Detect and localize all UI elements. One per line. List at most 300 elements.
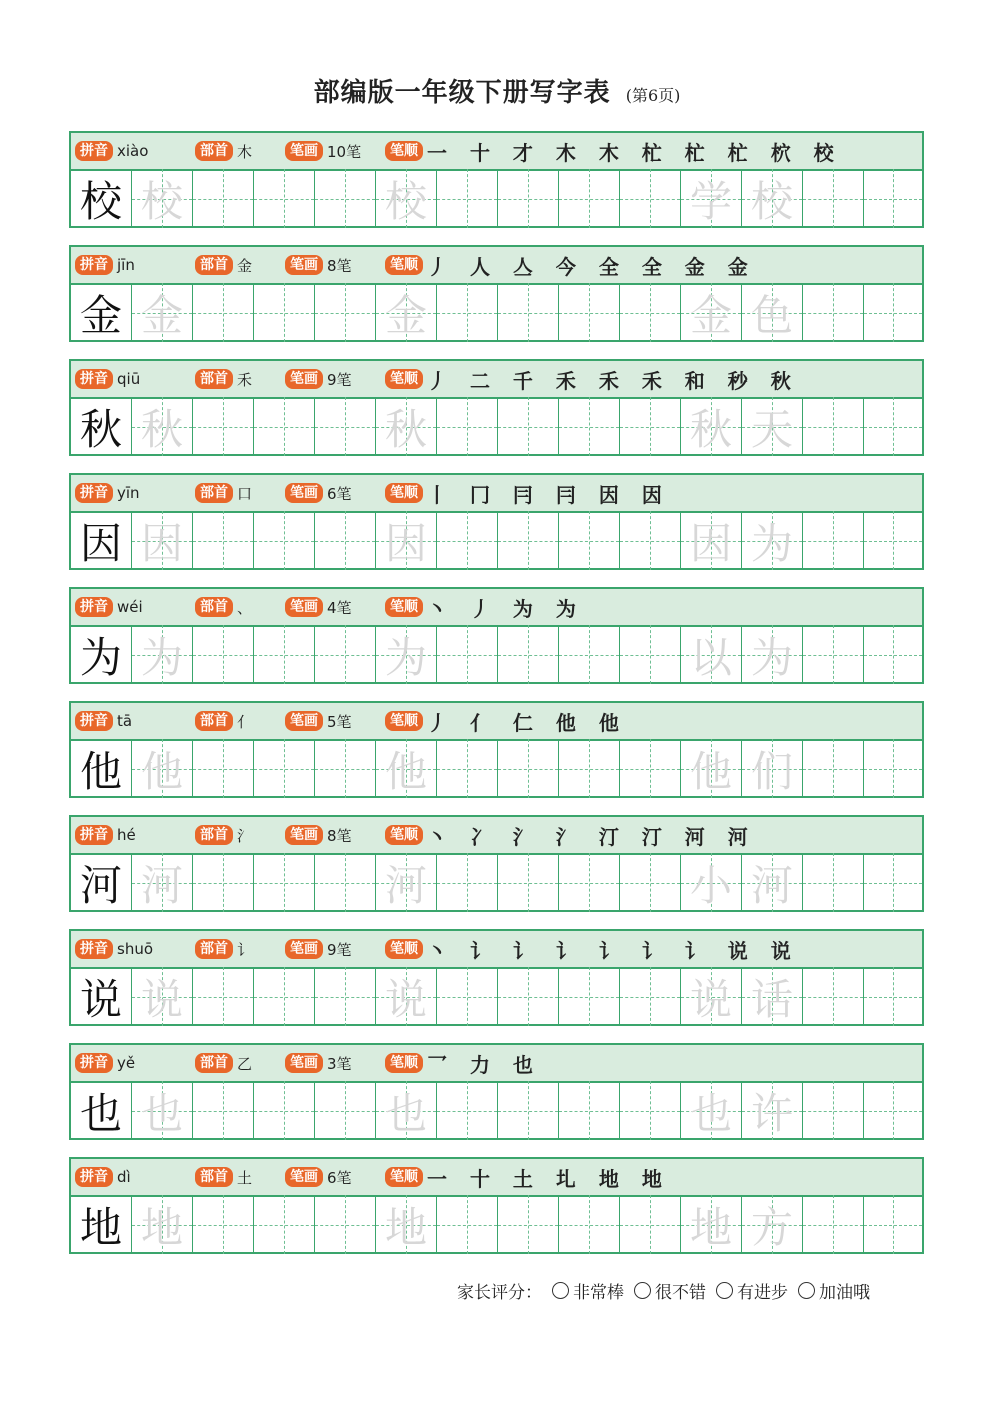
grid-cell[interactable] <box>498 1081 559 1140</box>
grid-cell[interactable] <box>132 169 193 228</box>
pinyin-value: wéi <box>117 598 143 616</box>
stroke-count-value: 6笔 <box>327 1168 352 1187</box>
grid-cell[interactable] <box>254 967 315 1026</box>
trace-character: 秋 <box>384 404 427 454</box>
stroke-order-badge: 笔顺 <box>385 825 423 845</box>
pinyin-field <box>75 482 140 504</box>
grid-cell[interactable] <box>498 853 559 912</box>
grid-cell[interactable] <box>376 1081 437 1140</box>
grid-cell[interactable] <box>559 511 620 570</box>
stroke-order-field <box>385 140 842 165</box>
grid-cell[interactable] <box>498 967 559 1026</box>
grid-cell[interactable] <box>376 967 437 1026</box>
stroke-order-value: 丿 人 亼 今 全 全 金 金 <box>427 254 756 279</box>
grid-cell[interactable] <box>742 1195 803 1254</box>
radical-field <box>195 596 252 618</box>
rating-option-2-label: 有进步 <box>737 1283 788 1303</box>
grid-cell[interactable] <box>681 625 742 684</box>
writing-grid <box>71 853 922 912</box>
grid-cell[interactable] <box>193 853 254 912</box>
trace-character: 方 <box>750 1202 793 1252</box>
trace-character: 他 <box>689 746 732 796</box>
stroke-order-field <box>385 710 627 735</box>
grid-cell[interactable] <box>254 1195 315 1254</box>
stroke-count-value: 5笔 <box>327 712 352 731</box>
grid-cell[interactable] <box>71 1195 132 1254</box>
char-row-header <box>71 133 922 171</box>
radical-value: 金 <box>237 256 253 275</box>
trace-character: 秋 <box>140 404 183 454</box>
char-row-header <box>71 931 922 969</box>
grid-cell[interactable] <box>620 283 681 342</box>
grid-cell[interactable] <box>498 283 559 342</box>
grid-cell[interactable] <box>132 1195 193 1254</box>
char-row <box>69 587 924 684</box>
grid-cell[interactable] <box>620 511 681 570</box>
grid-cell[interactable] <box>498 1195 559 1254</box>
page-title <box>0 72 994 109</box>
stroke-count-badge: 笔画 <box>285 825 323 845</box>
grid-cell[interactable] <box>498 739 559 798</box>
model-character: 也 <box>79 1088 122 1138</box>
trace-character: 他 <box>140 746 183 796</box>
grid-cell[interactable] <box>376 625 437 684</box>
grid-cell[interactable] <box>437 169 498 228</box>
stroke-order-field <box>385 596 584 621</box>
grid-cell[interactable] <box>864 853 922 912</box>
radical-field <box>195 710 252 732</box>
grid-cell[interactable] <box>559 967 620 1026</box>
radical-value: 亻 <box>237 712 253 731</box>
stroke-order-badge: 笔顺 <box>385 255 423 275</box>
grid-cell[interactable] <box>254 397 315 456</box>
stroke-count-value: 8笔 <box>327 826 352 845</box>
stroke-count-field <box>285 938 352 960</box>
grid-cell[interactable] <box>254 625 315 684</box>
radical-badge: 部首 <box>195 711 233 731</box>
grid-cell[interactable] <box>620 625 681 684</box>
stroke-order-field <box>385 368 799 393</box>
grid-cell[interactable] <box>498 511 559 570</box>
grid-cell[interactable] <box>681 283 742 342</box>
trace-character: 话 <box>750 974 793 1024</box>
pinyin-field <box>75 1166 131 1188</box>
stroke-order-value: 一 十 土 圠 地 地 <box>427 1166 670 1191</box>
grid-cell[interactable] <box>437 853 498 912</box>
parent-rating <box>457 1278 870 1303</box>
char-row-header <box>71 1045 922 1083</box>
grid-cell[interactable] <box>498 625 559 684</box>
grid-cell[interactable] <box>620 967 681 1026</box>
grid-cell[interactable] <box>193 625 254 684</box>
grid-cell[interactable] <box>681 511 742 570</box>
grid-cell[interactable] <box>864 625 922 684</box>
grid-cell[interactable] <box>376 169 437 228</box>
char-row-header <box>71 589 922 627</box>
char-row <box>69 815 924 912</box>
writing-grid <box>71 397 922 456</box>
grid-cell[interactable] <box>132 511 193 570</box>
grid-cell[interactable] <box>315 1195 376 1254</box>
radical-value: 禾 <box>237 370 253 389</box>
radical-field <box>195 482 252 504</box>
pinyin-value: shuō <box>117 940 154 958</box>
trace-character: 校 <box>384 176 427 226</box>
stroke-count-value: 4笔 <box>327 598 352 617</box>
pinyin-badge: 拼音 <box>75 1053 113 1073</box>
grid-cell[interactable] <box>559 169 620 228</box>
grid-cell[interactable] <box>742 739 803 798</box>
grid-cell[interactable] <box>71 739 132 798</box>
grid-cell[interactable] <box>376 1195 437 1254</box>
stroke-order-field <box>385 1166 670 1191</box>
grid-cell[interactable] <box>559 739 620 798</box>
grid-cell[interactable] <box>437 625 498 684</box>
trace-character: 因 <box>384 518 427 568</box>
radical-value: 木 <box>237 142 253 161</box>
trace-character: 地 <box>140 1202 183 1252</box>
pinyin-badge: 拼音 <box>75 369 113 389</box>
stroke-count-value: 8笔 <box>327 256 352 275</box>
radical-field <box>195 1052 252 1074</box>
stroke-count-field <box>285 368 352 390</box>
model-character: 为 <box>79 632 122 682</box>
trace-character: 河 <box>384 860 427 910</box>
trace-character: 金 <box>140 290 183 340</box>
stroke-count-field <box>285 596 352 618</box>
pinyin-badge: 拼音 <box>75 141 113 161</box>
grid-cell[interactable] <box>315 283 376 342</box>
pinyin-badge: 拼音 <box>75 711 113 731</box>
stroke-order-value: 丶 讠 讠 讠 讠 讠 讠 说 说 <box>427 938 799 963</box>
radical-field <box>195 824 252 846</box>
grid-cell[interactable] <box>193 1195 254 1254</box>
radical-value: 讠 <box>237 940 253 959</box>
grid-cell[interactable] <box>132 739 193 798</box>
stroke-order-badge: 笔顺 <box>385 939 423 959</box>
radical-badge: 部首 <box>195 141 233 161</box>
stroke-order-field <box>385 254 756 279</box>
rating-option-3-label: 加油哦 <box>819 1283 870 1303</box>
trace-character: 许 <box>750 1088 793 1138</box>
grid-cell[interactable] <box>681 739 742 798</box>
grid-cell[interactable] <box>376 397 437 456</box>
grid-cell[interactable] <box>864 283 922 342</box>
grid-cell[interactable] <box>803 1195 864 1254</box>
stroke-count-badge: 笔画 <box>285 597 323 617</box>
stroke-count-field <box>285 824 352 846</box>
stroke-order-value: 丿 二 千 禾 禾 禾 和 秒 秋 <box>427 368 799 393</box>
rating-option-2-radio[interactable] <box>716 1282 733 1299</box>
page-number: (第6页) <box>625 86 681 105</box>
grid-cell[interactable] <box>132 283 193 342</box>
grid-cell[interactable] <box>864 1195 922 1254</box>
grid-cell[interactable] <box>315 511 376 570</box>
writing-grid <box>71 511 922 570</box>
stroke-order-badge: 笔顺 <box>385 369 423 389</box>
pinyin-badge: 拼音 <box>75 597 113 617</box>
char-row <box>69 1043 924 1140</box>
grid-cell[interactable] <box>559 853 620 912</box>
rating-option-0-label: 非常棒 <box>573 1283 624 1303</box>
grid-cell[interactable] <box>71 397 132 456</box>
grid-cell[interactable] <box>132 853 193 912</box>
trace-character: 为 <box>750 518 793 568</box>
grid-cell[interactable] <box>376 739 437 798</box>
pinyin-value: yě <box>117 1054 136 1072</box>
title-text: 部编版一年级下册写字表 <box>313 78 611 108</box>
char-row <box>69 929 924 1026</box>
stroke-count-badge: 笔画 <box>285 255 323 275</box>
stroke-count-field <box>285 1052 352 1074</box>
grid-cell[interactable] <box>681 967 742 1026</box>
stroke-count-badge: 笔画 <box>285 483 323 503</box>
radical-field <box>195 1166 252 1188</box>
writing-grid <box>71 967 922 1026</box>
model-character: 因 <box>79 518 122 568</box>
stroke-order-value: 丶 冫 氵 氵 汀 汀 河 河 <box>427 824 756 849</box>
grid-cell[interactable] <box>437 397 498 456</box>
grid-cell[interactable] <box>742 397 803 456</box>
stroke-order-value: 丨 冂 冃 冃 因 因 <box>427 482 670 507</box>
char-row-header <box>71 247 922 285</box>
stroke-order-field <box>385 482 670 507</box>
grid-cell[interactable] <box>254 853 315 912</box>
trace-character: 也 <box>689 1088 732 1138</box>
trace-character: 天 <box>750 404 793 454</box>
grid-cell[interactable] <box>620 397 681 456</box>
grid-cell[interactable] <box>803 853 864 912</box>
grid-cell[interactable] <box>193 739 254 798</box>
grid-cell[interactable] <box>620 853 681 912</box>
grid-cell[interactable] <box>681 1081 742 1140</box>
grid-cell[interactable] <box>315 1081 376 1140</box>
radical-field <box>195 140 252 162</box>
trace-character: 校 <box>750 176 793 226</box>
stroke-order-value: 一 十 才 木 木 杧 杧 杧 柼 校 <box>427 140 842 165</box>
rating-option-1-label: 很不错 <box>655 1283 706 1303</box>
stroke-count-badge: 笔画 <box>285 369 323 389</box>
pinyin-badge: 拼音 <box>75 939 113 959</box>
writing-grid <box>71 1081 922 1140</box>
pinyin-field <box>75 1052 135 1074</box>
grid-cell[interactable] <box>864 511 922 570</box>
grid-cell[interactable] <box>864 967 922 1026</box>
grid-cell[interactable] <box>437 1195 498 1254</box>
trace-character: 地 <box>689 1202 732 1252</box>
grid-cell[interactable] <box>315 397 376 456</box>
radical-value: 、 <box>237 598 253 617</box>
grid-cell[interactable] <box>254 1081 315 1140</box>
grid-cell[interactable] <box>681 169 742 228</box>
grid-cell[interactable] <box>132 625 193 684</box>
trace-character: 地 <box>384 1202 427 1252</box>
radical-value: 氵 <box>237 826 253 845</box>
grid-cell[interactable] <box>742 169 803 228</box>
model-character: 秋 <box>79 404 122 454</box>
pinyin-badge: 拼音 <box>75 825 113 845</box>
grid-cell[interactable] <box>437 283 498 342</box>
pinyin-value: hé <box>117 826 136 844</box>
grid-cell[interactable] <box>620 739 681 798</box>
model-character: 说 <box>79 974 122 1024</box>
grid-cell[interactable] <box>315 169 376 228</box>
grid-cell[interactable] <box>803 625 864 684</box>
trace-character: 也 <box>140 1088 183 1138</box>
grid-cell[interactable] <box>193 967 254 1026</box>
stroke-order-field <box>385 938 799 963</box>
grid-cell[interactable] <box>254 739 315 798</box>
grid-cell[interactable] <box>559 397 620 456</box>
grid-cell[interactable] <box>132 1081 193 1140</box>
grid-cell[interactable] <box>742 1081 803 1140</box>
grid-cell[interactable] <box>559 1081 620 1140</box>
grid-cell[interactable] <box>803 283 864 342</box>
char-row <box>69 131 924 228</box>
grid-cell[interactable] <box>437 1081 498 1140</box>
radical-value: 口 <box>237 484 253 503</box>
rating-option-0-radio[interactable] <box>552 1282 569 1299</box>
grid-cell[interactable] <box>254 283 315 342</box>
grid-cell[interactable] <box>864 169 922 228</box>
grid-cell[interactable] <box>315 739 376 798</box>
trace-character: 因 <box>140 518 183 568</box>
grid-cell[interactable] <box>803 739 864 798</box>
stroke-order-field <box>385 1052 541 1077</box>
trace-character: 学 <box>689 176 732 226</box>
radical-badge: 部首 <box>195 1167 233 1187</box>
grid-cell[interactable] <box>681 397 742 456</box>
trace-character: 也 <box>384 1088 427 1138</box>
grid-cell[interactable] <box>803 967 864 1026</box>
trace-character: 色 <box>750 290 793 340</box>
grid-cell[interactable] <box>864 1081 922 1140</box>
pinyin-value: qiū <box>117 370 141 388</box>
grid-cell[interactable] <box>437 511 498 570</box>
grid-cell[interactable] <box>132 397 193 456</box>
grid-cell[interactable] <box>437 967 498 1026</box>
char-row-header <box>71 703 922 741</box>
grid-cell[interactable] <box>71 625 132 684</box>
grid-cell[interactable] <box>193 511 254 570</box>
char-row-header <box>71 1159 922 1197</box>
stroke-count-badge: 笔画 <box>285 1053 323 1073</box>
grid-cell[interactable] <box>315 967 376 1026</box>
grid-cell[interactable] <box>864 397 922 456</box>
grid-cell[interactable] <box>559 625 620 684</box>
grid-cell[interactable] <box>742 511 803 570</box>
model-character: 河 <box>79 860 122 910</box>
grid-cell[interactable] <box>803 169 864 228</box>
radical-badge: 部首 <box>195 369 233 389</box>
rating-option-3-radio[interactable] <box>798 1282 815 1299</box>
grid-cell[interactable] <box>71 853 132 912</box>
stroke-order-value: 丿 亻 仁 他 他 <box>427 710 627 735</box>
grid-cell[interactable] <box>376 511 437 570</box>
pinyin-value: yīn <box>117 484 140 502</box>
grid-cell[interactable] <box>864 739 922 798</box>
pinyin-value: jīn <box>117 256 135 274</box>
grid-cell[interactable] <box>193 283 254 342</box>
grid-cell[interactable] <box>315 853 376 912</box>
stroke-count-value: 9笔 <box>327 370 352 389</box>
grid-cell[interactable] <box>376 283 437 342</box>
grid-cell[interactable] <box>559 283 620 342</box>
stroke-order-badge: 笔顺 <box>385 141 423 161</box>
stroke-count-field <box>285 482 352 504</box>
char-row-header <box>71 475 922 513</box>
radical-value: 乙 <box>237 1054 253 1073</box>
model-character: 校 <box>79 176 122 226</box>
rating-option-1-radio[interactable] <box>634 1282 651 1299</box>
trace-character: 校 <box>140 176 183 226</box>
grid-cell[interactable] <box>742 625 803 684</box>
grid-cell[interactable] <box>193 169 254 228</box>
grid-cell[interactable] <box>193 1081 254 1140</box>
grid-cell[interactable] <box>803 1081 864 1140</box>
stroke-order-field <box>385 824 756 849</box>
grid-cell[interactable] <box>681 853 742 912</box>
radical-field <box>195 368 252 390</box>
radical-badge: 部首 <box>195 597 233 617</box>
trace-character: 金 <box>689 290 732 340</box>
grid-cell[interactable] <box>254 169 315 228</box>
model-character: 金 <box>79 290 122 340</box>
grid-cell[interactable] <box>742 967 803 1026</box>
grid-cell[interactable] <box>71 283 132 342</box>
grid-cell[interactable] <box>559 1195 620 1254</box>
grid-cell[interactable] <box>315 625 376 684</box>
grid-cell[interactable] <box>498 397 559 456</box>
grid-cell[interactable] <box>742 853 803 912</box>
grid-cell[interactable] <box>193 397 254 456</box>
stroke-count-field <box>285 1166 352 1188</box>
grid-cell[interactable] <box>71 1081 132 1140</box>
grid-cell[interactable] <box>498 169 559 228</box>
grid-cell[interactable] <box>71 169 132 228</box>
grid-cell[interactable] <box>620 1081 681 1140</box>
grid-cell[interactable] <box>681 1195 742 1254</box>
stroke-order-badge: 笔顺 <box>385 483 423 503</box>
grid-cell[interactable] <box>437 739 498 798</box>
grid-cell[interactable] <box>742 283 803 342</box>
stroke-count-badge: 笔画 <box>285 939 323 959</box>
grid-cell[interactable] <box>132 967 193 1026</box>
radical-badge: 部首 <box>195 1053 233 1073</box>
grid-cell[interactable] <box>620 169 681 228</box>
pinyin-value: dì <box>117 1168 131 1186</box>
model-character: 他 <box>79 746 122 796</box>
trace-character: 河 <box>140 860 183 910</box>
pinyin-field <box>75 710 132 732</box>
grid-cell[interactable] <box>803 397 864 456</box>
grid-cell[interactable] <box>376 853 437 912</box>
stroke-count-field <box>285 140 361 162</box>
grid-cell[interactable] <box>803 511 864 570</box>
pinyin-badge: 拼音 <box>75 483 113 503</box>
stroke-count-field <box>285 710 352 732</box>
grid-cell[interactable] <box>71 511 132 570</box>
trace-character: 说 <box>689 974 732 1024</box>
grid-cell[interactable] <box>254 511 315 570</box>
grid-cell[interactable] <box>71 967 132 1026</box>
stroke-order-badge: 笔顺 <box>385 711 423 731</box>
stroke-order-badge: 笔顺 <box>385 1167 423 1187</box>
radical-field <box>195 254 252 276</box>
trace-character: 以 <box>689 632 732 682</box>
trace-character: 说 <box>140 974 183 1024</box>
grid-cell[interactable] <box>620 1195 681 1254</box>
